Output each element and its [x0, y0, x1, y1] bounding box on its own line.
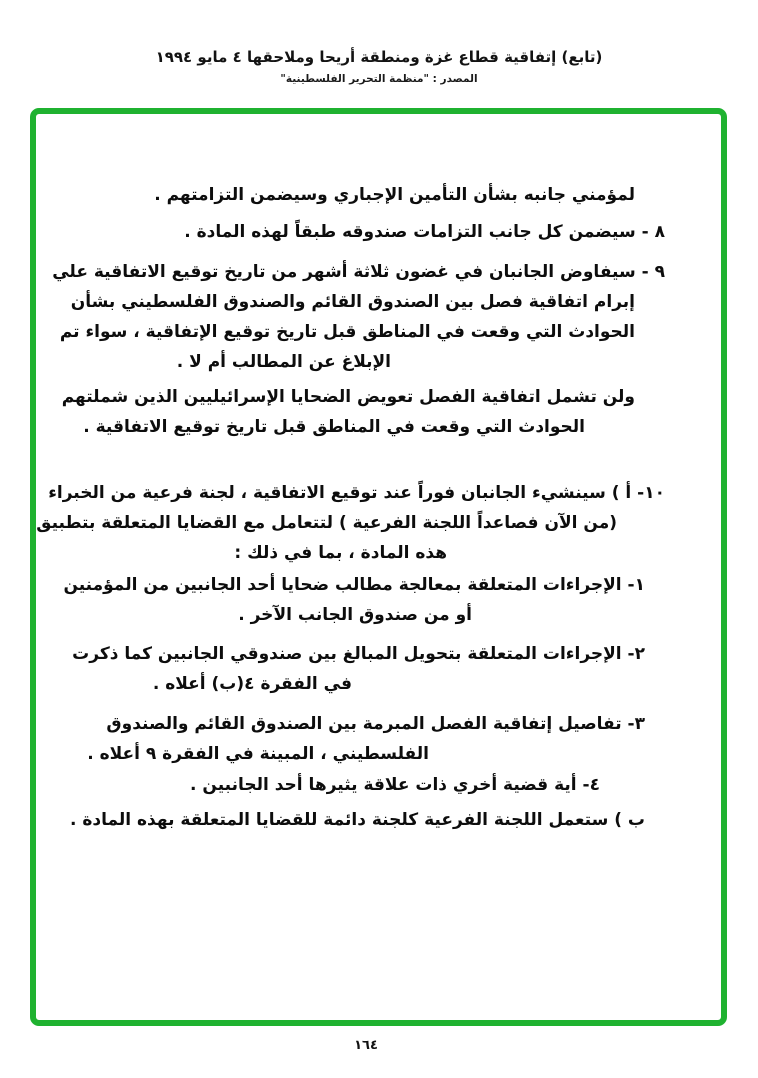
text-line: أو من صندوق الجانب الآخر .: [238, 605, 472, 625]
text-line: ٩ - سيفاوض الجانبان في غضون ثلاثة أشهر من تاريخ توقيع الاتفاقية علي: [52, 262, 665, 282]
text-line: ١٠- أ ) سينشيء الجانبان فوراً عند توقيع الاتفاقية ، لجنة فرعية من الخبراء: [48, 483, 665, 503]
text-line: ٣- تفاصيل إتفاقية الفصل المبرمة بين الصندوق القائم والصندوق: [106, 714, 645, 734]
document-title: (تابع) إتفاقية قطاع غزة ومنطقة أريحا وملاحقها ٤ مايو ١٩٩٤: [155, 48, 603, 66]
text-line: ب ) ستعمل اللجنة الفرعية كلجنة دائمة للقضايا المتعلقة بهذه المادة .: [69, 810, 645, 830]
text-line: الحوادث التي وقعت في المناطق قبل تاريخ توقيع الإتفاقية ، سواء تم: [59, 322, 635, 342]
text-line: في الفقرة ٤(ب) أعلاه .: [152, 674, 352, 694]
text-line: ولن تشمل اتفاقية الفصل تعويض الضحايا الإسرائيليين الذين شملتهم: [61, 387, 635, 407]
text-line: ٨ - سيضمن كل جانب التزامات صندوقه طبقاً لهذه المادة .: [184, 222, 665, 242]
text-line: إبرام اتفاقية فصل بين الصندوق القائم والصندوق الفلسطيني بشأن: [70, 292, 635, 312]
document-frame: [30, 108, 727, 1026]
text-line: ٢- الإجراءات المتعلقة بتحويل المبالغ بين صندوقي الجانبين كما ذكرت: [72, 644, 645, 664]
text-line: لمؤمني جانبه بشأن التأمين الإجباري وسيضمن التزامتهم .: [154, 185, 635, 205]
text-line: الفلسطيني ، المبينة في الفقرة ٩ أعلاه .: [87, 744, 429, 764]
page-number: ١٦٤: [354, 1038, 378, 1053]
document-body: [36, 114, 721, 1020]
page-header: [0, 48, 758, 85]
page-footer: [0, 1034, 732, 1053]
text-line: ١- الإجراءات المتعلقة بمعالجة مطالب ضحايا أحد الجانبين من المؤمنين: [63, 575, 645, 595]
text-line: الحوادث التي وقعت في المناطق قبل تاريخ توقيع الاتفاقية .: [83, 417, 585, 437]
text-line: (من الآن فصاعداً اللجنة الفرعية ) لتتعامل مع القضايا المتعلقة بتطبيق: [36, 513, 617, 533]
text-line: الإبلاغ عن المطالب أم لا .: [176, 352, 391, 372]
text-line: ٤- أية قضية أخري ذات علاقة يثيرها أحد الجانبين .: [190, 775, 600, 795]
text-line: هذه المادة ، بما في ذلك :: [234, 543, 447, 563]
document-source: المصدر : "منظمة التحرير الفلسطينية": [280, 73, 478, 85]
